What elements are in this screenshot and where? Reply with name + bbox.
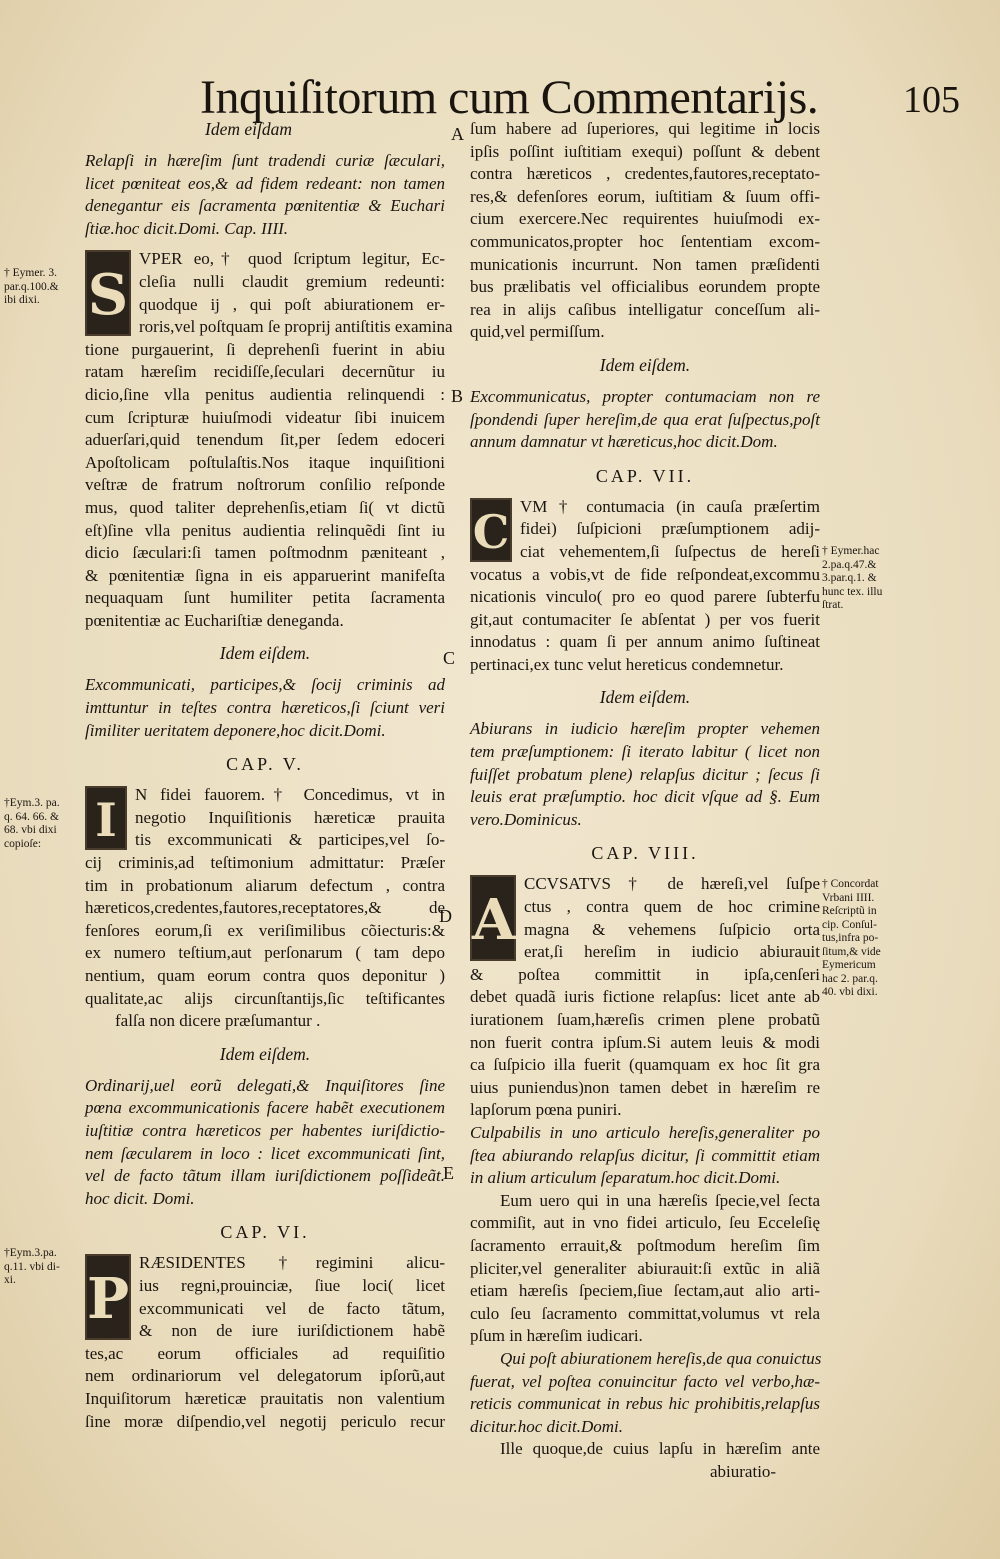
margin-note-line: ibi dixi. — [4, 294, 40, 306]
summary-line: Culpabilis in uno articulo hereſis,generaliter po — [470, 1122, 820, 1142]
summary-line: in alium articulum ſeparatum.hoc dicit.Domi. — [470, 1168, 781, 1188]
text-line: municationis incurrunt. Non tamen præſidenti — [470, 254, 820, 274]
summary-line: licet pœniteat eos,& ad fidem redeant: non tamen — [85, 173, 445, 193]
text-line: ipſis poſſint iuſtitiam exequi) poſſunt & debent — [470, 141, 820, 161]
body-paragraph — [470, 873, 820, 1122]
margin-note-line: tus,infra po- — [822, 932, 879, 944]
text-line: ius regni,prouinciæ, ſiue loci( licet — [139, 1275, 445, 1295]
margin-note-line: † Eymer. 3. — [4, 267, 58, 279]
summary-block — [85, 674, 445, 742]
text-line: ctus , contra quem de hoc crimine — [524, 897, 820, 917]
margin-note — [4, 267, 59, 308]
margin-note-line: ſtrat. — [822, 599, 844, 611]
margin-note-line: Reſcriptũ in — [822, 905, 877, 917]
text-line: RÆSIDENTES †regimini alicu- — [139, 1253, 445, 1273]
margin-note-line: par.q.100.& — [4, 280, 59, 293]
margin-note-line: 2.pa.q.47.& — [822, 558, 877, 571]
text-line: hæreticos,credentes,fautores,receptatores,& de — [85, 898, 445, 918]
text-line: cum ſcripturæ huiuſmodi videatur ſibi inuicem — [85, 407, 445, 427]
summary-line: nem ſæcularem in loco : licet excommunicati ſint, — [85, 1143, 445, 1163]
text-line: qualitate,ac alijs circunſtantijs,ſic teſtificantes — [85, 988, 445, 1008]
text-line: tis excommunicati & participes,vel ſo- — [135, 830, 445, 850]
summary-line: iuſtitiæ contra hæreticos per habentes iuriſdictio- — [85, 1120, 445, 1140]
text-line: git,aut contumaciter ſe abſentat ) per vos fuerit — [470, 609, 820, 629]
text-line: negotio Inquiſitionis hæreticæ prauita — [135, 807, 445, 827]
left-column — [85, 118, 453, 1433]
text-line: res,& defenſores eorum, iuſtitiam & ſuum offi- — [470, 186, 820, 206]
text-line: roris,vel poſtquam ſe proprij antiſtitis examina — [139, 317, 453, 337]
text-line: magna & vehemens ſuſpicio orta — [524, 919, 820, 939]
drop-cap: A — [470, 875, 516, 961]
summary-line: fuerat, vel poſtea conuincitur facto vel verbo,hæ- — [470, 1371, 820, 1391]
text-line: tim in probationum aliarum defectum , contra — [85, 875, 445, 895]
summary-line: vero.Dominicus. — [470, 809, 582, 829]
section-letter: D — [439, 906, 452, 926]
text-line: quid,vel permiſſum. — [470, 322, 605, 342]
summary-line: ſtea abiurando relapſus dicitur, ſi committit etiam — [470, 1145, 820, 1165]
summary-line: Relapſi in hæreſim ſunt tradendi curiæ ſæculari, — [85, 151, 445, 170]
section-letter: A — [451, 124, 464, 144]
margin-note-line: Vrbani IIII. — [822, 891, 875, 904]
text-line: bus prælibatis vel officialibus eorundem propte — [470, 277, 820, 297]
chapter-heading: CAP. VII. — [595, 465, 695, 486]
text-line: debet quadã iuris fictione relapſus: licet ante ab — [470, 987, 820, 1007]
body-paragraph — [85, 248, 453, 632]
text-line: pertinaci,ex tunc velut hereticus condemnetur. — [470, 654, 784, 674]
summary-line: annum damnatur vt hæreticus,hoc dicit.Dom. — [470, 432, 778, 452]
text-line: Inquiſitorum hæreticæ prauitatis non valentium — [85, 1388, 445, 1408]
text-line: cleſia nulli claudit gremium redeunti: — [139, 271, 445, 291]
summary-line: Ordinarij,uel eorũ delegati,& Inquiſitores ſine — [85, 1075, 445, 1095]
summary-line: ſpondendi ſuper hereſim,de qua erat ſuſpectus,poſt — [470, 409, 820, 429]
body-paragraph — [470, 1438, 820, 1483]
text-line: contra hæreticos , credentes,fautores,receptato- — [470, 164, 820, 184]
text-line: falſa non dicere præſumantur . — [115, 1011, 321, 1031]
text-line: ca ſuſpicio illa fuerit (quamquam ex hoc ſit gra — [470, 1055, 820, 1075]
section-heading: Idem eiſdem. — [599, 687, 691, 708]
text-line: etiam hæreſis ſpeciem,ſiue ſectam,aut alio arti- — [470, 1281, 820, 1301]
text-line: Ille quoque,de cuius lapſu in hæreſim ante — [500, 1439, 820, 1459]
section-letter: B — [451, 386, 464, 406]
summary-line: tem præſumptionem: ſi iterato labitur ( licet non — [470, 742, 820, 762]
text-line: lapſorum pœna puniri. — [470, 1100, 622, 1120]
summary-line: denegantur eis ſacramenta pœnitentiæ & Euchari — [85, 196, 445, 216]
text-line: veſtræ de fratrum noſtrorum conſilio reſponde — [85, 475, 445, 495]
margin-note — [4, 797, 60, 851]
margin-note-line: †Eym.3. pa. — [4, 797, 60, 809]
section-heading: Idem eiſdem. — [219, 1043, 311, 1064]
section-heading: Idem eiſdem. — [219, 643, 311, 664]
text-line: ſacramento errauit,& poſtmodum hereſim ſim — [470, 1235, 820, 1255]
margin-note-line: ſitum,& vide — [822, 945, 881, 958]
text-line: innodatus : quam ſi per annum animo ſuſtineat — [470, 632, 820, 652]
summary-block — [470, 1122, 820, 1190]
text-line: vocatus a vobis,vt de fide reſpondeat,excommu — [470, 564, 820, 584]
text-line: & non de iure iuriſdictionem habẽ — [139, 1321, 445, 1341]
summary-line: pœna excommunicationis facere habẽt executionem — [85, 1098, 445, 1118]
body-paragraph — [470, 118, 820, 344]
chapter-heading: CAP. VIII. — [591, 843, 699, 864]
text-line: culo ſeu ſacramento committat,volumus vt rela — [470, 1303, 820, 1323]
section-heading: Idem eiſdam — [205, 119, 292, 139]
margin-note-line: 40. vbi dixi. — [822, 986, 878, 998]
summary-line: vel de facto tãtum illam iuriſdictionem poſſideãt. — [85, 1166, 445, 1186]
body-paragraph — [85, 1252, 445, 1433]
chapter-heading: CAP. VI. — [220, 1222, 310, 1243]
text-line: iurationem ſuam,hæreſis crimen plene probatũ — [470, 1010, 820, 1029]
summary-line: ſtiæ.hoc dicit.Domi. Cap. IIII. — [85, 218, 289, 238]
text-line: cium exercere.Nec requirentes huiuſmodi ex- — [470, 209, 820, 229]
catchword: abiuratio- — [710, 1461, 777, 1481]
text-line: Eum uero qui in una hæreſis ſpecie,vel ſecta — [500, 1190, 820, 1210]
margin-note-line: †Eym.3.pa. — [4, 1247, 57, 1259]
text-line: ratam hæreſim recidiſſe,ſeculari decernũtur iu — [85, 362, 445, 382]
body-paragraph — [85, 784, 445, 1033]
text-line: tione purgauerint, ſi deprehenſi fuerint in abiu — [85, 339, 445, 359]
margin-note-line: hac 2. par.q. — [822, 972, 878, 985]
summary-line: imttuntur in teſtes contra hæreticos,ſi ſciunt veri — [85, 698, 445, 718]
margin-note-line: Eymericum — [822, 959, 876, 971]
text-line: VPER eo,† quod ſcriptum legitur, Ec- — [139, 249, 445, 269]
text-line: nicationis vinculo( pro eo quod parere ſubterfu — [470, 587, 820, 607]
page-number: 105 — [903, 79, 960, 121]
section-heading: Idem eiſdem. — [599, 354, 691, 375]
text-line: mus, quod taliter deprehenſis,etiam ſi( vt dictũ — [85, 497, 445, 517]
text-line: CCVSATVS † de hæreſi,vel ſuſpe — [524, 874, 820, 894]
text-line: rea in alijs caſibus intelligatur conceſſum ali- — [470, 299, 820, 319]
text-line: ex numero teſtium,aut perſonarum ( tam depo — [85, 943, 445, 963]
drop-cap: C — [470, 498, 512, 562]
drop-cap: I — [85, 786, 127, 850]
text-line: & pœnitentiæ ſigna in eis apparuerint manifeſta — [85, 565, 445, 585]
right-column — [470, 118, 820, 1483]
margin-note-line: † Eymer.hac — [822, 545, 880, 557]
text-line: nem ordinariorum vel delegatorum ipſorũ,aut — [85, 1366, 445, 1386]
summary-block — [85, 150, 445, 240]
text-line: VM † contumacia (in cauſa præſertim — [520, 496, 820, 516]
summary-block — [470, 1348, 820, 1438]
summary-line: reticis communicat in rebus hic prohibitis,relapſus — [470, 1394, 820, 1414]
summary-line: hoc dicit. Domi. — [85, 1188, 195, 1208]
summary-line: dicitur.hoc dicit.Domi. — [470, 1416, 623, 1436]
text-line: quodque ij , qui poſt abiurationem er- — [139, 294, 445, 314]
margin-note — [822, 878, 881, 1000]
summary-block — [85, 1075, 445, 1211]
margin-note — [4, 1247, 60, 1288]
text-line: nentium, quam eorum contra quos deponitur ) — [85, 966, 445, 985]
text-line: dicio ſæculari:ſi tamen poſtmodnm pæniteant , — [85, 543, 445, 563]
text-line: Apoſtolicam poſtulaſtis.Nos itaque inquiſitioni — [85, 452, 445, 472]
text-line: pſum in hæreſim iudicari. — [470, 1326, 643, 1346]
summary-line: leuis erat præſumptio. hoc dicit vſque ad §. Eum — [470, 787, 820, 807]
text-line: fidei) ſuſpicioni præſumptionem adij- — [520, 519, 820, 539]
margin-note-line: q.11. vbi di- — [4, 1260, 60, 1273]
text-line: erat,ſi hereſim in iudicio abiurauit — [524, 942, 820, 962]
margin-note-line: † Concordat — [822, 878, 879, 890]
text-line: uius puniendus)non tamen debet in hæreſim re — [470, 1077, 820, 1097]
summary-line: fuiſſet probatum plene) relapſus dicitur ; ſecus ſi — [470, 764, 820, 784]
text-line: ciat vehementem,ſi ſuſpectus de hereſi — [520, 541, 820, 561]
text-line: tes,ac eorum officiales ad requiſitio — [85, 1343, 445, 1363]
text-line: ſine moræ diſpendio,vel negotij periculo recur — [85, 1411, 445, 1431]
text-line: pœnitentiæ ac Euchariſtiæ deneganda. — [85, 610, 344, 630]
text-line: aduerſari,quid tenendum ſit,per ſedem edoceri — [85, 430, 445, 450]
margin-note-line: 3.par.q.1. & — [822, 572, 877, 584]
margin-note-line: 68. vbi dixi — [4, 824, 57, 836]
text-line: cij criminis,ad teſtimonium admittatur: Præſer — [85, 853, 445, 873]
margin-note — [822, 545, 882, 613]
summary-line: Abiurans in iudicio hæreſim propter vehemen — [470, 719, 820, 739]
text-line: excommunicati vel de facto tãtum, — [139, 1298, 445, 1318]
drop-cap: S — [85, 250, 131, 336]
text-line: pliciter,vel generaliter abiurauit:ſi extũc in aliã — [470, 1258, 820, 1278]
text-line: nequaquam ſunt humiliter petita ſacramenta — [85, 588, 445, 608]
summary-block — [470, 718, 820, 831]
text-line: non fuerit contra ipſum.Si autem leuis & modi — [470, 1032, 820, 1052]
section-letter: C — [443, 648, 456, 668]
text-line: eſt)ſine vlla penitus audientia relinquẽdi ſint iu — [85, 520, 445, 540]
text-line: fenſores eorum,ſi ex veriſimilibus cõiecturis:& — [85, 920, 445, 940]
summary-block — [470, 386, 820, 454]
margin-note-line: copioſe: — [4, 837, 42, 850]
margin-note-line: cip. Conſul- — [822, 918, 877, 931]
summary-line: Excommunicati, participes,& ſocij criminis ad — [85, 675, 445, 695]
text-line: ſum habere ad ſuperiores, qui legitime in locis — [470, 119, 820, 138]
chapter-heading: CAP. V. — [226, 754, 304, 775]
body-paragraph — [470, 1190, 820, 1348]
section-letter: E — [443, 1163, 454, 1183]
margin-note-line: hunc tex. illu — [822, 585, 883, 598]
margin-note-line: xi. — [4, 1274, 16, 1286]
text-line: & poſtea committit in ipſa,cenſeri — [470, 964, 820, 984]
margin-note-line: q. 64. 66. & — [4, 810, 59, 823]
summary-line: Excommunicatus, propter contumaciam non re — [470, 386, 820, 406]
text-line: N fidei fauorem.† Concedimus, vt in — [135, 785, 445, 805]
drop-cap: P — [85, 1254, 131, 1340]
text-line: dicio,ſine vlla penitus audientia relinquendi : — [85, 384, 445, 404]
text-line: commiſit, aut in vno fidei articulo, ſeu Ecceleſię — [470, 1213, 820, 1233]
summary-line: Qui poſt abiurationem hereſis,de qua conuictus — [500, 1348, 822, 1368]
running-title: Inquiſitorum cum Commentarijs. — [200, 71, 819, 124]
body-paragraph — [470, 496, 820, 677]
text-line: communicatos,propter hoc ſententiam excom- — [470, 231, 820, 251]
summary-line: ſimiliter ueritatem deponere,hoc dicit.Domi. — [85, 720, 386, 740]
